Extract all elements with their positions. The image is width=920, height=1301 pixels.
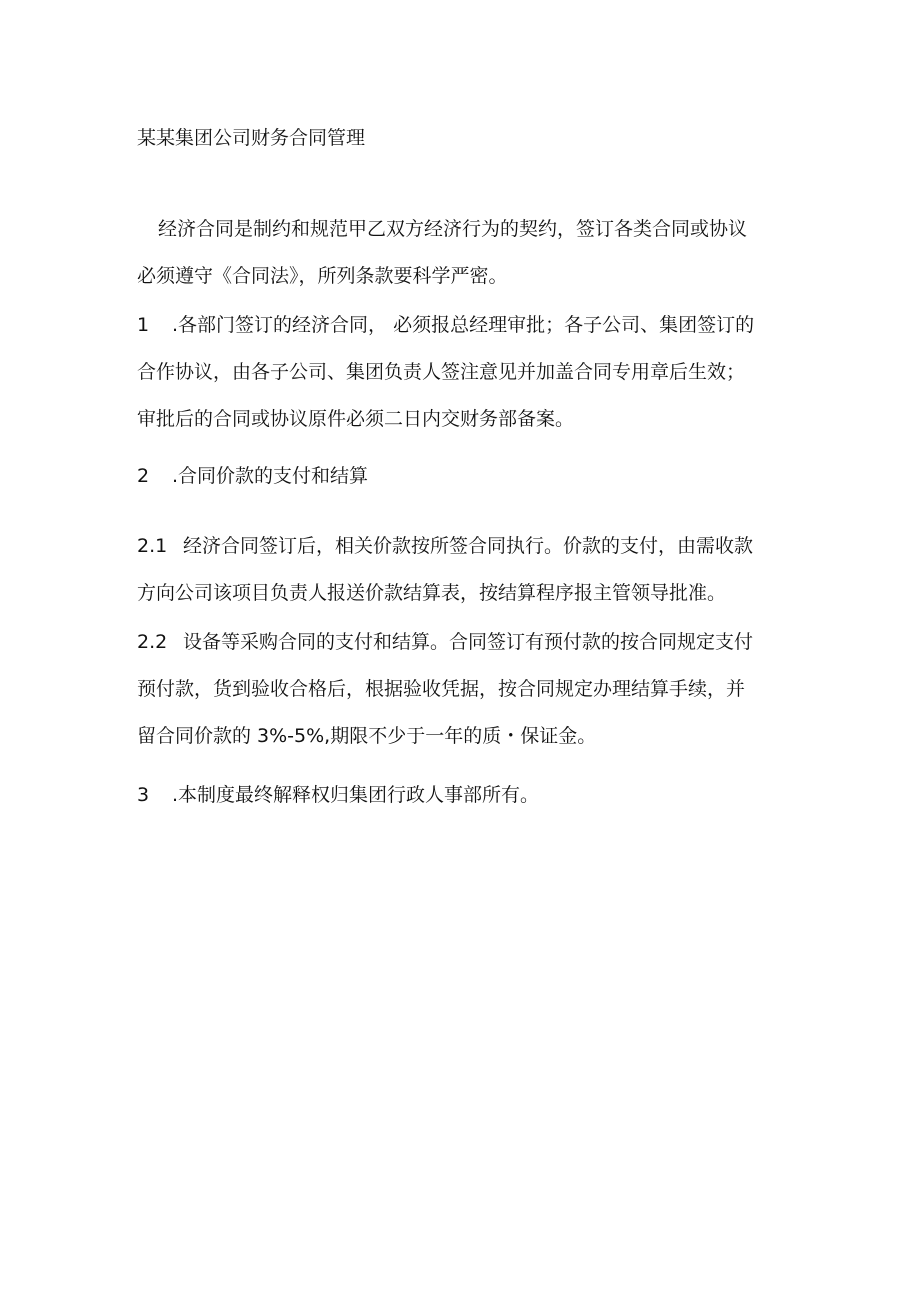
section-2-2	[137, 619, 787, 760]
intro-line-2: 必须遵守《合同法》，所列条款要科学严密。	[137, 265, 508, 287]
section-2-1-number: 2.1	[137, 535, 168, 557]
section-1-line-3: 审批后的合同或协议原件必须二日内交财务部备案。	[137, 408, 575, 430]
section-3-heading	[137, 772, 787, 819]
section-2-heading	[137, 453, 787, 500]
section-1	[137, 302, 787, 443]
section-1-text-1: .各部门签订的经济合同， 必须报总经理审批；各子公司、集团签订的	[172, 314, 755, 336]
document-title: 某某集团公司财务合同管理	[137, 127, 366, 149]
section-2-1-line-1	[137, 523, 787, 570]
section-2-title: .合同价款的支付和结算	[172, 465, 369, 487]
section-2-2-number: 2.2	[137, 631, 168, 653]
intro-line-1: 经济合同是制约和规范甲乙双方经济行为的契约，签订各类合同或协议	[158, 218, 748, 240]
section-2-1-line-2: 方向公司该项目负责人报送价款结算表，按结算程序报主管领导批准。	[137, 582, 727, 604]
section-1-line-2: 合作协议，由各子公司、集团负责人签注意见并加盖合同专用章后生效；	[137, 361, 746, 383]
section-2-1-text-1: 经济合同签订后，相关价款按所签合同执行。价款的支付，由需收款	[183, 535, 754, 557]
section-1-line-1	[137, 302, 787, 349]
section-2-number: 2	[137, 465, 150, 487]
section-3	[137, 772, 787, 819]
section-2-2-text-1: 设备等采购合同的支付和结算。合同签订有预付款的按合同规定支付	[183, 631, 754, 653]
intro-paragraph	[137, 206, 787, 300]
section-2-2-line-1	[137, 619, 787, 666]
section-2-1	[137, 523, 787, 617]
section-2	[137, 453, 787, 500]
section-3-number: 3	[137, 784, 150, 806]
section-3-title: .本制度最终解释权归集团行政人事部所有。	[172, 784, 540, 806]
section-2-2-line-3: 留合同价款的 3%-5%,期限不少于一年的质・保证金。	[137, 725, 597, 747]
section-1-number: 1	[137, 314, 150, 336]
section-2-2-line-2: 预付款，货到验收合格后，根据验收凭据，按合同规定办理结算手续，并	[137, 678, 746, 700]
